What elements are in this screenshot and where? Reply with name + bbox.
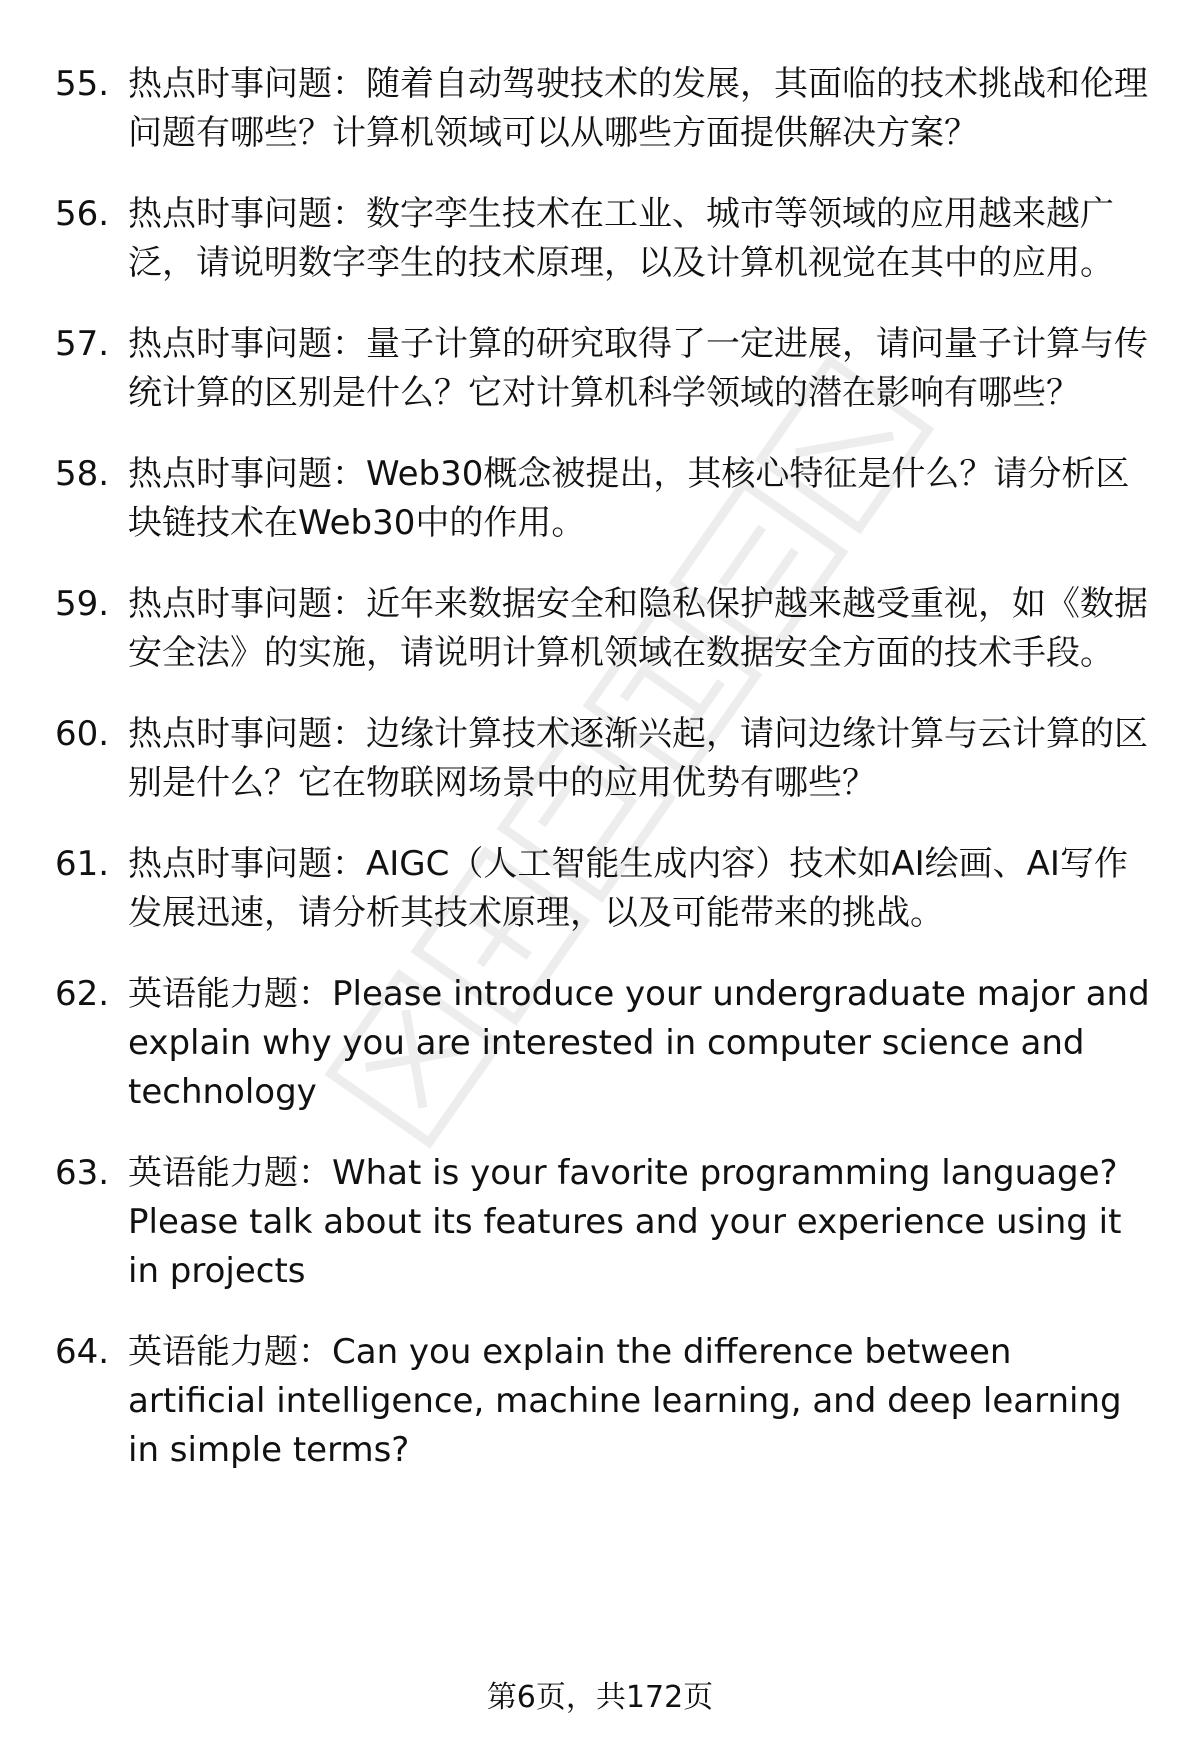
question-text: 英语能力题：Please introduce your undergraduate major and explain why you are interested in computer science and technology bbox=[128, 974, 1150, 1112]
question-item-63 bbox=[55, 1149, 1155, 1296]
question-text: 热点时事问题：随着自动驾驶技术的发展，其面临的技术挑战和伦理问题有哪些？计算机领域可以从哪些方面提供解决方案？ bbox=[128, 64, 1148, 153]
question-number: 63. bbox=[55, 1153, 110, 1193]
question-text: 英语能力题：Can you explain the difference between artificial intelligence, machine learning, and deep learning in simple terms? bbox=[128, 1332, 1122, 1470]
question-number: 60. bbox=[55, 714, 110, 754]
question-number: 56. bbox=[55, 194, 110, 234]
question-text: 热点时事问题：AIGC（人工智能生成内容）技术如AI绘画、AI写作发展迅速，请分析其技术原理，以及可能带来的挑战。 bbox=[128, 844, 1128, 933]
question-number: 62. bbox=[55, 974, 110, 1014]
question-text: 热点时事问题：Web30概念被提出，其核心特征是什么？请分析区块链技术在Web30中的作用。 bbox=[128, 454, 1130, 543]
question-number: 55. bbox=[55, 64, 110, 104]
question-text: 热点时事问题：量子计算的研究取得了一定进展，请问量子计算与传统计算的区别是什么？它对计算机科学领域的潜在影响有哪些？ bbox=[128, 324, 1148, 413]
question-number: 58. bbox=[55, 454, 110, 494]
question-item-60 bbox=[55, 710, 1155, 808]
question-number: 59. bbox=[55, 584, 110, 624]
question-item-57 bbox=[55, 320, 1155, 418]
question-number: 61. bbox=[55, 844, 110, 884]
question-item-55 bbox=[55, 60, 1155, 158]
question-item-59 bbox=[55, 580, 1155, 678]
question-number: 64. bbox=[55, 1332, 110, 1372]
question-item-58 bbox=[55, 450, 1155, 548]
question-item-64 bbox=[55, 1328, 1155, 1475]
question-item-62 bbox=[55, 970, 1155, 1117]
question-text: 热点时事问题：数字孪生技术在工业、城市等领域的应用越来越广泛，请说明数字孪生的技术原理，以及计算机视觉在其中的应用。 bbox=[128, 194, 1114, 283]
page-footer: 第6页，共172页 bbox=[486, 1680, 714, 1715]
question-item-56 bbox=[55, 190, 1155, 288]
question-list bbox=[55, 60, 1155, 1507]
question-number: 57. bbox=[55, 324, 110, 364]
question-item-61 bbox=[55, 840, 1155, 938]
question-text: 热点时事问题：边缘计算技术逐渐兴起，请问边缘计算与云计算的区别是什么？它在物联网场景中的应用优势有哪些？ bbox=[128, 714, 1148, 803]
question-text: 英语能力题：What is your favorite programming language? Please talk about its features and your experience using it in projects bbox=[128, 1153, 1122, 1291]
question-text: 热点时事问题：近年来数据安全和隐私保护越来越受重视，如《数据安全法》的实施，请说明计算机领域在数据安全方面的技术手段。 bbox=[128, 584, 1148, 673]
